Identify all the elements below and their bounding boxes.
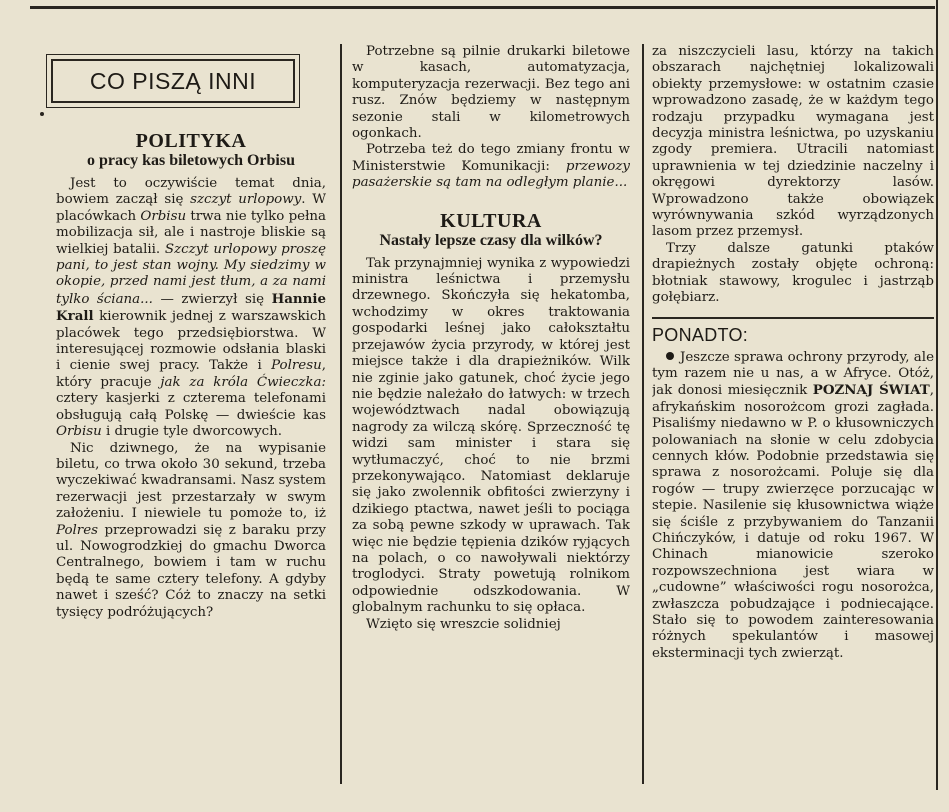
column-divider-2 [642,44,644,784]
paragraph-ptaki: Trzy dalsze gatunki ptaków drapieżnych zostały objęte ochroną: błotniak stawowy, krogulec i jastrząb gołębiarz. [652,240,934,306]
paragraph-orbis-4: Potrzeba też do tego zmiany frontu w Ministerstwie Komunikacji: przewozy pasażerskie są tam na odległym planie... [352,142,630,191]
print-speck [40,112,44,116]
page-right-rule [936,0,938,790]
column-3 [652,44,934,800]
column-2 [352,44,630,800]
section-heading-kultura: KULTURA [440,209,542,232]
column-divider-1 [340,44,342,784]
paragraph-nosorozce: Jeszcze sprawa ochrony przyrody, ale tym razem nie u nas, a w Afryce. Otóż, jak donosi miesięcznik POZNAJ ŚWIAT, afrykańskim nosorożcom grozi zagłada. Pisaliśmy niedawno w P. o kłusowniczych polowaniach na słonie w celu zdobycia cennych kłów. Podobnie przedstawia się sprawa z nosorożcami. Poluje się dla rogów — trupy zwierzęce porzucając w stepie. Nasilenie się kłusownictwa wiąże się ściśle z przybywaniem do Tanzanii Chińczyków, i datuje od roku 1967. W Chinach mianowicie szeroko rozpowszechniona jest wiara w „cudowne” właściwości rogu nosorożca, zwłaszcza pobudzające i podniecające. Stało się to powodem zainteresowania różnych spekulantów i masowej eksterminacji tych zwierząt. [652,349,934,661]
paragraph-wilki-2: Wzięto się wreszcie solidniej [366,616,561,632]
section-heading-ponadto: PONADTO: [652,317,934,346]
paragraph-orbis-2: Nic dziwnego, że na wypisanie biletu, co trwa około 30 sekund, trzeba wyczekiwać kwadransami. Nasz system rezerwacji jest przestarzały w swym założeniu. I niewiele tu pomoże to, iż Polres przeprowadzi się z baraku przy ul. Nowogrodzkiej do gmachu Dworca Centralnego, bowiem i tam w ruchu będą te same cztery telefony. A gdyby nawet i sześć? Cóż to znaczy na setki tysięcy podróżujących? [56,440,326,620]
paragraph-wilki-3: za niszczycieli lasu, którzy na takich obszarach najchętniej lokalizowali obiekty przemysłowe: w ostatnim czasie wprowadzono zasadę, że w każdym tego rodzaju przypadku wymagana jest decyzja ministra leśnictwa, po uzyskaniu zgody premiera. Utracili natomiast uprawnienia w tej dziedzinie naczelny i okręgowi dyrektorzy lasów. Wprowadzono także obowiązek wyrównywania szkód wyrządzonych lasom przez przemysł. [652,44,934,240]
kultura-section [352,210,630,633]
paragraph-orbis-1: Jest to oczywiście temat dnia, bowiem zaczął się szczyt urlopowy. W placówkach Orbisu trwa nie tylko pełna mobilizacja sił, ale i nastroje bliskie są wielkiej batalii. Szczyt urlopowy proszę pani, to jest stan wojny. My siedzimy w okopie, przed nami jest tłum, a za nami tylko ściana... — zwierzył się Hannie Krall kierownik jednej z warszawskich placówek tego przedsiębiorstwa. W interesującej rozmowie odsłania blaski i cienie swej pracy. Także i Polresu, który pracuje jak za króla Ćwieczka: cztery kasjerki z czterema telefonami obsługują całą Polskę — dwieście kas Orbisu i drugie tyle dworcowych. [56,176,326,440]
paragraph-orbis-3: Potrzebne są pilnie drukarki biletowe w kasach, automatyzacja, komputeryzacja rezerwacji. Bez tego ani rusz. Znów będziemy w następnym sezonie stali w kilometrowych ogonkach. [352,44,630,142]
banner-title: CO PISZĄ INNI [51,59,295,103]
article-title-wilki: Nastały lepsze czasy dla wilków? [379,231,603,249]
section-heading-polityka: POLITYKA [135,130,247,152]
article-title-orbis: o pracy kas biletowych Orbisu [86,152,295,169]
paragraph-wilki-1: Tak przynajmniej wynika z wypowiedzi ministra leśnictwa i przemysłu drzewnego. Skończyła się hekatomba, wchodzimy w okres traktowania gospodarki leśnej jako całokształtu przejawów życia przyrody, w której jest miejsce także i dla drapieżników. Wilk nie zginie jako gatunek, choć życie jego nie będzie należało do łatwych: w trzech województwach nadal obowiązują nagrody za wilczą skórę. Sprzeczność tę widzi sam minister i stara się wytłumaczyć, choć to nie brzmi przekonywająco. Natomiast deklaruje się jako zwolennik obfitości zwierzyny i dzikiego ptactwa, nawet jeśli to pociąga za sobą pewne szkody w uprawach. Tak więc nie będzie tępienia dzików ryjących na polach, o co nawoływali niektórzy troglodyci. Straty powetują rolnikom odpowiednie odszkodowania. W globalnym rachunku to się opłaca. [352,255,630,616]
bullet-icon [666,352,674,360]
page-top-rule [30,0,935,9]
column-1 [56,56,326,812]
